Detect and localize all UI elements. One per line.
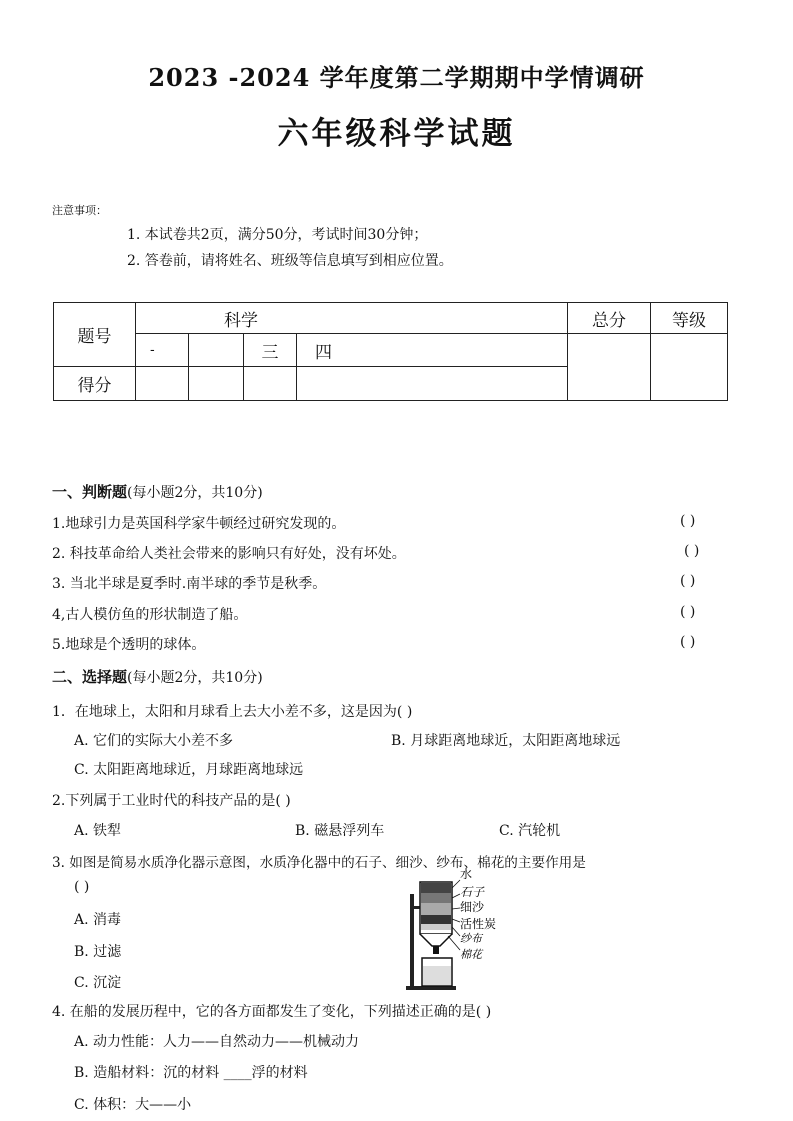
grade-cell[interactable] xyxy=(651,334,728,401)
score-cell-part-1[interactable] xyxy=(136,367,189,401)
notice-heading: 注意事项： xyxy=(52,204,107,217)
judge-question-1: 1.地球引力是英国科学家牛顿经过研究发现的。 xyxy=(52,516,346,532)
exam-title-line2: 六年级科学试题 xyxy=(277,116,516,152)
answer-blank[interactable]: ( ) xyxy=(680,634,696,650)
answer-blank[interactable]: ( ) xyxy=(74,879,90,895)
choice-question-1-stem: 1．在地球上，太阳和月球看上去大小差不多，这是因为( ) xyxy=(52,704,413,720)
grade-header: 等级 xyxy=(651,303,728,334)
score-table xyxy=(53,302,728,401)
diagram-label-water: 水 xyxy=(460,867,473,881)
answer-blank[interactable]: ( ) xyxy=(680,604,696,620)
notice-item: 1. 本试卷共2页，满分50分，考试时间30分钟； xyxy=(127,227,428,243)
score-cell-part-3[interactable] xyxy=(244,367,297,401)
part-3-label: 三 xyxy=(244,334,297,367)
diagram-label-carbon: 活性炭 xyxy=(460,917,497,931)
water-purifier-illustration xyxy=(404,866,514,994)
water-purifier-diagram xyxy=(404,866,514,994)
section-1-note: (每小题2分，共10分) xyxy=(127,485,263,501)
choice-option-c[interactable]: C. 太阳距离地球近，月球距离地球远 xyxy=(74,762,304,778)
choice-option-b[interactable]: B. 磁悬浮列车 xyxy=(295,823,385,839)
section-2-label: 二、选择题 xyxy=(52,668,128,686)
choice-option-a[interactable]: A. 它们的实际大小差不多 xyxy=(74,733,234,749)
choice-question-3-stem: 3. 如图是简易水质净化器示意图，水质净化器中的石子、细沙、纱布、棉花的主要作用是 xyxy=(52,855,586,871)
section-2-note: (每小题2分，共10分) xyxy=(127,670,263,686)
score-cell-part-2[interactable] xyxy=(189,367,244,401)
exam-title-line1: 2023 -2024 学年度第二学期期中学情调研 xyxy=(148,63,645,92)
choice-option-b[interactable]: B. 月球距离地球近，太阳距离地球远 xyxy=(391,733,621,749)
answer-blank[interactable]: ( ) xyxy=(680,513,696,529)
answer-blank[interactable]: ( ) xyxy=(684,543,700,559)
part-1-label: - xyxy=(136,334,189,367)
part-4-label: 四 xyxy=(297,334,568,367)
judge-question-3: 3. 当北半球是夏季时.南半球的季节是秋季。 xyxy=(52,576,327,592)
score-cell-part-4[interactable] xyxy=(297,367,568,401)
answer-blank[interactable]: ( ) xyxy=(680,573,696,589)
section-2-title xyxy=(52,666,263,687)
diagram-label-gauze: 纱布 xyxy=(460,932,482,945)
diagram-label-cotton: 棉花 xyxy=(460,948,482,961)
judge-question-5: 5.地球是个透明的球体。 xyxy=(52,637,206,653)
choice-option-c[interactable]: C. 汽轮机 xyxy=(499,823,561,839)
choice-option-a[interactable]: A. 动力性能：人力——自然动力——机械动力 xyxy=(74,1034,360,1050)
judge-question-2: 2. 科技革命给人类社会带来的影响只有好处，没有坏处。 xyxy=(52,546,406,562)
choice-option-a[interactable]: A. 铁犁 xyxy=(74,823,122,839)
choice-option-c[interactable]: C. 沉淀 xyxy=(74,975,122,991)
judge-question-4: 4,古人模仿鱼的形状制造了船。 xyxy=(52,607,248,623)
choice-option-b[interactable]: B. 造船材料：沉的材料 ____浮的材料 xyxy=(74,1065,308,1081)
total-score-cell[interactable] xyxy=(568,334,651,401)
choice-option-a[interactable]: A. 消毒 xyxy=(74,912,122,928)
section-1-title xyxy=(52,481,263,502)
question-number-header: 题号 xyxy=(54,303,136,367)
score-row-header: 得分 xyxy=(54,367,136,401)
choice-option-c[interactable]: C. 体积：大——小 xyxy=(74,1097,192,1113)
part-2-label xyxy=(189,334,244,367)
choice-question-2-stem: 2.下列属于工业时代的科技产品的是( ) xyxy=(52,793,291,809)
choice-option-b[interactable]: B. 过滤 xyxy=(74,944,122,960)
choice-question-4-stem: 4. 在船的发展历程中，它的各方面都发生了变化，下列描述正确的是( ) xyxy=(52,1004,492,1020)
diagram-label-stone: 石子 xyxy=(460,885,485,899)
total-header: 总分 xyxy=(568,303,651,334)
subject-header: 科学 xyxy=(136,303,568,334)
notice-item: 2. 答卷前，请将姓名、班级等信息填写到相应位置。 xyxy=(127,253,453,269)
section-1-label: 一、判断题 xyxy=(52,483,128,501)
diagram-label-sand: 细沙 xyxy=(460,900,485,914)
